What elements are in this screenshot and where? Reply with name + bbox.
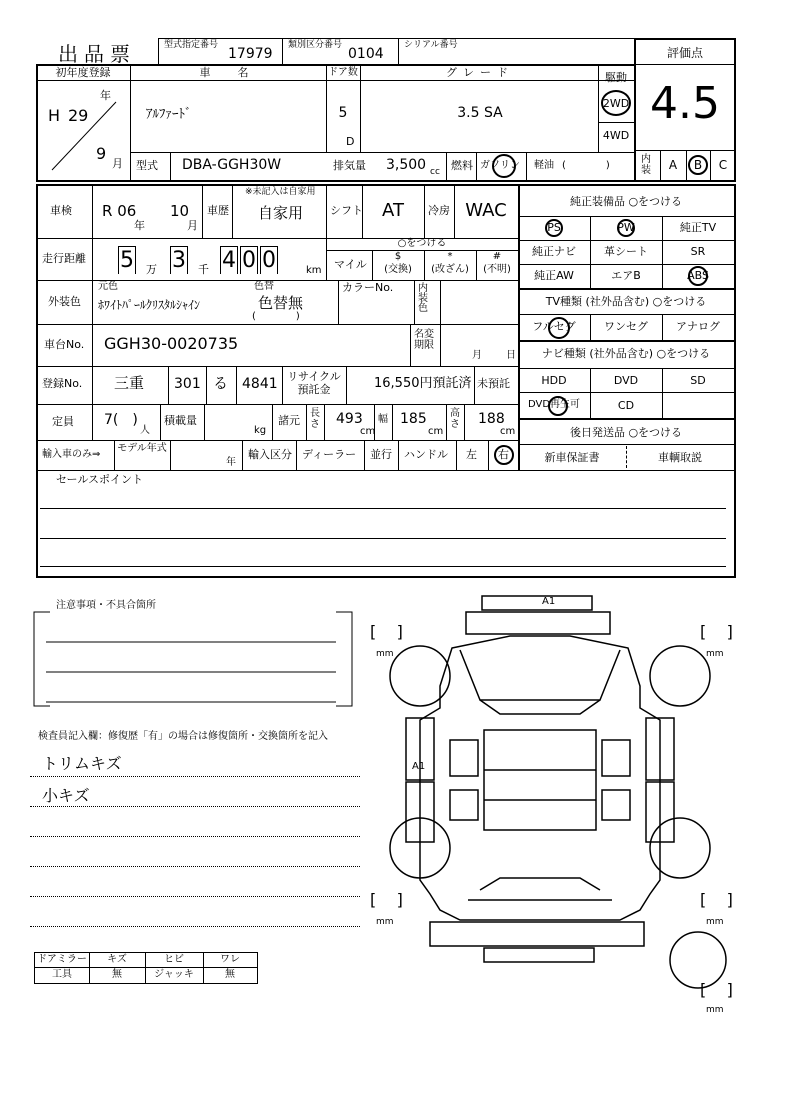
type-label: 型式 [136, 159, 158, 172]
doors: 5 [338, 105, 348, 121]
drive-4wd: 4WD [602, 129, 630, 142]
model-year-label: モデル年式 [117, 443, 167, 454]
interior-a: A [668, 158, 678, 172]
table-header-break: ワレ [220, 954, 240, 965]
name-change-month: 月 [472, 350, 482, 361]
bracket-fl: [ ] [370, 622, 403, 641]
grade-label: グレード [446, 66, 514, 79]
class-code: 0104 [348, 46, 384, 62]
mm-spare: mm [706, 1005, 724, 1015]
sales-point-label: セールスポイント [56, 473, 144, 486]
repaint-label: 色替 [254, 281, 274, 292]
parallel-label: 並行 [370, 448, 392, 461]
later-warranty: 新車保証書 [544, 451, 600, 464]
chassis-label: 車台No. [44, 338, 85, 351]
door-type: D [346, 135, 355, 148]
length-unit: cm [360, 426, 376, 437]
class-code-label: 類別区分番号 [288, 40, 343, 50]
inspection-year-unit: 年 [134, 219, 145, 232]
reg-class: 301 [174, 376, 201, 392]
repaint-paren: ( ) [252, 311, 300, 322]
mile-label: マイル [334, 258, 367, 271]
handle-left: 左 [466, 448, 477, 461]
inspection-month: 10 [170, 202, 190, 220]
equip-aw: 純正AW [534, 269, 574, 282]
equip-sr: SR [690, 245, 706, 258]
score-value: 4.5 [650, 78, 720, 129]
tv-oneseg: ワンセグ [604, 320, 648, 333]
mm-rl: mm [376, 917, 394, 927]
altered-label: (改ざん) [431, 264, 469, 275]
person-unit: 人 [140, 425, 150, 436]
shift: AT [382, 200, 404, 221]
table-value-jack-label: ジャッキ [154, 969, 194, 980]
handle-right: 右 [498, 448, 509, 461]
model-year-unit: 年 [226, 457, 236, 468]
km-unit: km [306, 265, 322, 276]
mileage-digit-2: 3 [172, 248, 186, 273]
equip-ps: PS [547, 221, 561, 234]
exchange-label: (交換) [384, 264, 412, 275]
mm-fr: mm [706, 649, 724, 659]
later-label: 後日発送品 ○をつける [569, 426, 683, 439]
score-label: 評価点 [666, 46, 704, 60]
unknown-mark: # [492, 251, 502, 262]
sheet-title: 出品票 [58, 42, 136, 66]
fuel-label: 燃料 [451, 159, 473, 172]
navi-dvd-play: DVD再生可 [527, 399, 581, 410]
shift-label: シフト [330, 204, 363, 217]
exchange-mark: $ [394, 251, 402, 262]
unknown-label: (不明) [483, 264, 511, 275]
reg-num: 4841 [242, 376, 278, 392]
inspection-label: 車検 [50, 204, 72, 217]
car-name-label: 車 名 [199, 66, 257, 79]
later-manual: 車輌取説 [658, 451, 702, 464]
car-name: ｱﾙﾌｧｰﾄﾞ [146, 107, 192, 122]
interior-label: 内装 [641, 154, 651, 176]
tv-fullseg-circle [548, 317, 570, 339]
length: 493 [336, 411, 363, 427]
width-unit: cm [428, 426, 444, 437]
recycle-value: 16,550円預託済 [374, 376, 472, 391]
man-unit: 万 [146, 263, 157, 276]
mileage-digit-4: 0 [242, 248, 256, 273]
navi-dvd: DVD [613, 374, 639, 387]
recycle-label: リサイクル預託金 [287, 370, 341, 396]
bracket-rl: [ ] [370, 890, 403, 909]
equip-leather: 革シート [604, 245, 648, 258]
reg-kana: る [213, 374, 229, 392]
grade: 3.5 SA [457, 105, 503, 121]
inspection-month-unit: 月 [187, 219, 198, 232]
equip-abs: ABS [687, 269, 709, 282]
first-reg-label: 初年度登録 [55, 66, 111, 79]
interior-b: B [693, 158, 703, 172]
inspector-label: 検査員記入欄：修復歴「有」の場合は修復箇所・交換箇所を記入 [38, 731, 328, 742]
table-value-tools-label: 工具 [52, 969, 72, 980]
equip-airbag: エアB [611, 269, 641, 282]
length-label: 長さ [310, 408, 320, 430]
drive-2wd-circle [601, 90, 631, 116]
navi-sd: SD [690, 374, 706, 387]
name-change-label: 名変期限 [414, 329, 434, 351]
tv-fullseg: フルセグ [532, 320, 576, 333]
mileage-digit-1: 5 [120, 248, 134, 273]
fuel-gasoline: ガソリン [480, 160, 520, 171]
fuel-diesel: 軽油 [534, 160, 554, 171]
width: 185 [400, 411, 427, 427]
import-class-label: 輸入区分 [248, 448, 292, 461]
navi-hdd: HDD [541, 374, 567, 387]
doors-label: ドア数 [328, 67, 358, 78]
orig-color: ﾎﾜｲﾄﾊﾟｰﾙｸﾘｽﾀﾙｼｬｲﾝ [98, 298, 201, 312]
model-code-label: 型式指定番号 [164, 40, 219, 50]
equip-ps-circle [545, 219, 563, 237]
displacement-label: 排気量 [333, 159, 366, 172]
navi-dvd-play-circle [548, 396, 568, 416]
equip-label: 純正装備品 ○をつける [569, 195, 683, 208]
import-label: 輸入車のみ⇒ [42, 449, 101, 460]
bracket-rr: [ ] [700, 890, 733, 909]
type-value: DBA-GGH30W [182, 157, 282, 173]
tv-label: TV種類 (社外品含む) ○をつける [545, 295, 707, 308]
mileage-digit-3: 4 [222, 248, 236, 273]
history: 自家用 [258, 204, 304, 222]
reg-area: 三重 [114, 374, 145, 392]
dims-label: 諸元 [278, 414, 300, 427]
mileage-field [96, 240, 324, 280]
parts-table [34, 952, 258, 984]
handle-label: ハンドル [404, 448, 448, 461]
color-no-label: カラーNo. [342, 281, 394, 294]
height-label: 高さ [450, 408, 460, 430]
ac: WAC [465, 200, 507, 221]
notes-label: 注意事項・不具合箇所 [56, 600, 156, 611]
diagram-mark-left: A1 [412, 761, 426, 772]
first-reg-era: H [48, 106, 61, 125]
ac-label: 冷房 [428, 204, 450, 217]
table-header-scratch: キズ [107, 954, 127, 965]
drive-label: 駆動 [605, 71, 627, 84]
table-value-tools: 無 [112, 969, 122, 980]
model-code: 17979 [228, 46, 273, 62]
interior-color-label: 内装色 [418, 283, 428, 314]
capacity: 7( ) [104, 412, 138, 428]
inspector-note-1: トリムキズ [42, 754, 122, 773]
navi-label: ナビ種類 (社外品含む) ○をつける [541, 347, 711, 360]
mileage-label: 走行距離 [42, 252, 86, 265]
fuel-gasoline-circle [492, 154, 516, 178]
month-unit: 月 [112, 157, 123, 170]
capacity-label: 定員 [52, 415, 74, 428]
mileage-digit-5: 0 [262, 248, 276, 273]
repaint: 色替無 [258, 294, 304, 312]
name-change-day: 日 [506, 350, 516, 361]
width-label: 幅 [378, 414, 388, 425]
equip-abs-circle [688, 266, 708, 286]
exterior-label: 外装色 [48, 295, 81, 308]
year-unit: 年 [100, 89, 111, 102]
mm-fl: mm [376, 649, 394, 659]
equip-pw: PW [617, 221, 635, 234]
kg-unit: kg [254, 425, 267, 436]
history-note: ※未記入は自家用 [245, 187, 316, 197]
bracket-spare: [ ] [700, 980, 733, 999]
height-unit: cm [500, 426, 516, 437]
notes-bracket [30, 606, 360, 710]
interior-c: C [718, 158, 728, 172]
chassis: GGH30-0020735 [104, 334, 239, 353]
equip-tv: 純正TV [679, 221, 717, 234]
car-diagram [360, 590, 760, 1030]
first-reg-year: 29 [68, 106, 89, 125]
inspector-note-2: 小キズ [42, 786, 90, 805]
load-label: 積載量 [164, 414, 197, 427]
drive-2wd: 2WD [602, 97, 630, 110]
orig-color-label: 元色 [98, 281, 118, 292]
handle-right-circle [494, 445, 514, 465]
fuel-paren: ( ) [562, 160, 610, 171]
displacement: 3,500 [386, 157, 427, 173]
mile-circle-label: ○をつける [397, 238, 447, 249]
reg-label: 登録No. [42, 377, 83, 390]
bracket-fr: [ ] [700, 622, 733, 641]
interior-b-circle [688, 155, 708, 175]
navi-cd: CD [617, 399, 635, 412]
cc-unit: cc [430, 167, 440, 177]
mm-rr: mm [706, 917, 724, 927]
equip-navi: 純正ナビ [532, 245, 576, 258]
table-header-crack: ヒビ [164, 954, 184, 965]
altered-mark: * [447, 251, 453, 262]
diagram-mark-top: A1 [542, 596, 556, 607]
sen-unit: 千 [198, 263, 209, 276]
inspection-era: R 06 [102, 202, 137, 220]
table-header-mirror: ドアミラー [37, 954, 87, 965]
height: 188 [478, 411, 505, 427]
dealer-label: ディーラー [302, 448, 357, 461]
serial-label: シリアル番号 [404, 40, 458, 50]
first-reg-month: 9 [96, 144, 107, 163]
history-label: 車歴 [207, 204, 229, 217]
equip-pw-circle [617, 219, 635, 237]
tv-analog: アナログ [676, 320, 720, 333]
table-value-jack: 無 [225, 969, 235, 980]
recycle-status: 未預託 [477, 377, 510, 390]
